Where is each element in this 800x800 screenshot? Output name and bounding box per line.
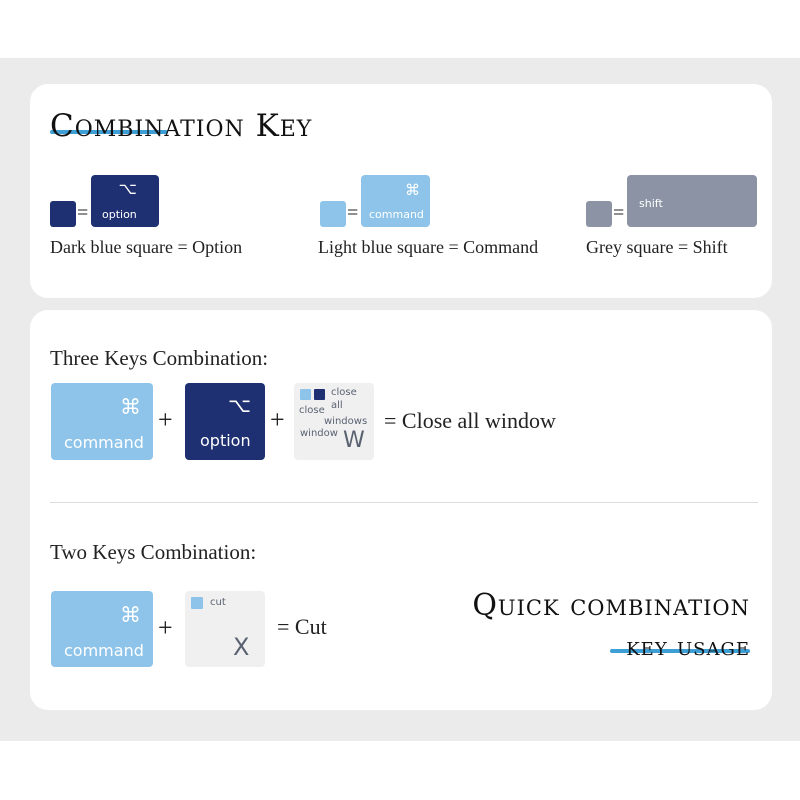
command-icon: ⌘ <box>120 395 141 419</box>
key-text-close: close <box>331 387 357 398</box>
key-label: option <box>102 208 137 221</box>
equals-sign: = <box>613 202 625 224</box>
option-key <box>91 175 159 227</box>
three-keys-result: = Close all window <box>384 408 556 433</box>
option-icon: ⌥ <box>227 393 251 417</box>
legend-description-shift: Grey square = Shift <box>586 237 728 257</box>
plus-sign: + <box>158 613 173 642</box>
legend-title: Combination Key <box>50 108 313 144</box>
key-text-close-left: close <box>299 405 325 416</box>
shift-key <box>627 175 757 227</box>
key-letter: W <box>343 428 365 453</box>
command-key <box>361 175 430 227</box>
grey-square <box>586 201 612 227</box>
three-keys-heading: Three Keys Combination: <box>50 346 269 370</box>
w-key <box>294 383 374 460</box>
key-text-all: all <box>331 400 343 411</box>
key-text-window: window <box>300 428 338 439</box>
footer-title-line1: Quick combination <box>472 588 750 623</box>
legend-card <box>30 84 772 298</box>
light-blue-square <box>320 201 346 227</box>
equals-sign: = <box>347 202 359 224</box>
key-label: command <box>64 433 144 452</box>
key-text-cut: cut <box>210 597 226 608</box>
key-letter: X <box>233 633 250 661</box>
light-blue-square <box>300 389 311 400</box>
command-icon: ⌘ <box>405 181 420 199</box>
key-label: option <box>200 431 251 450</box>
option-key <box>185 383 265 460</box>
two-keys-result: = Cut <box>277 614 327 639</box>
combinations-card <box>30 310 772 710</box>
legend-description-option: Dark blue square = Option <box>50 237 243 257</box>
option-icon: ⌥ <box>118 179 137 198</box>
two-keys-heading: Two Keys Combination: <box>50 540 257 564</box>
key-label: shift <box>639 197 663 210</box>
light-blue-square <box>191 597 203 609</box>
section-divider <box>50 502 758 503</box>
key-text-windows: windows <box>324 416 368 427</box>
x-key <box>185 591 265 667</box>
command-key <box>51 591 153 667</box>
key-label: command <box>64 641 144 660</box>
command-icon: ⌘ <box>120 603 141 627</box>
equals-sign: = <box>77 202 89 224</box>
dark-blue-square <box>314 389 325 400</box>
dark-blue-square <box>50 201 76 227</box>
plus-sign: + <box>158 405 173 434</box>
key-label: command <box>369 208 424 221</box>
footer-title-line2: key usage <box>626 632 750 662</box>
command-key <box>51 383 153 460</box>
legend-description-command: Light blue square = Command <box>318 237 539 257</box>
plus-sign: + <box>270 405 285 434</box>
